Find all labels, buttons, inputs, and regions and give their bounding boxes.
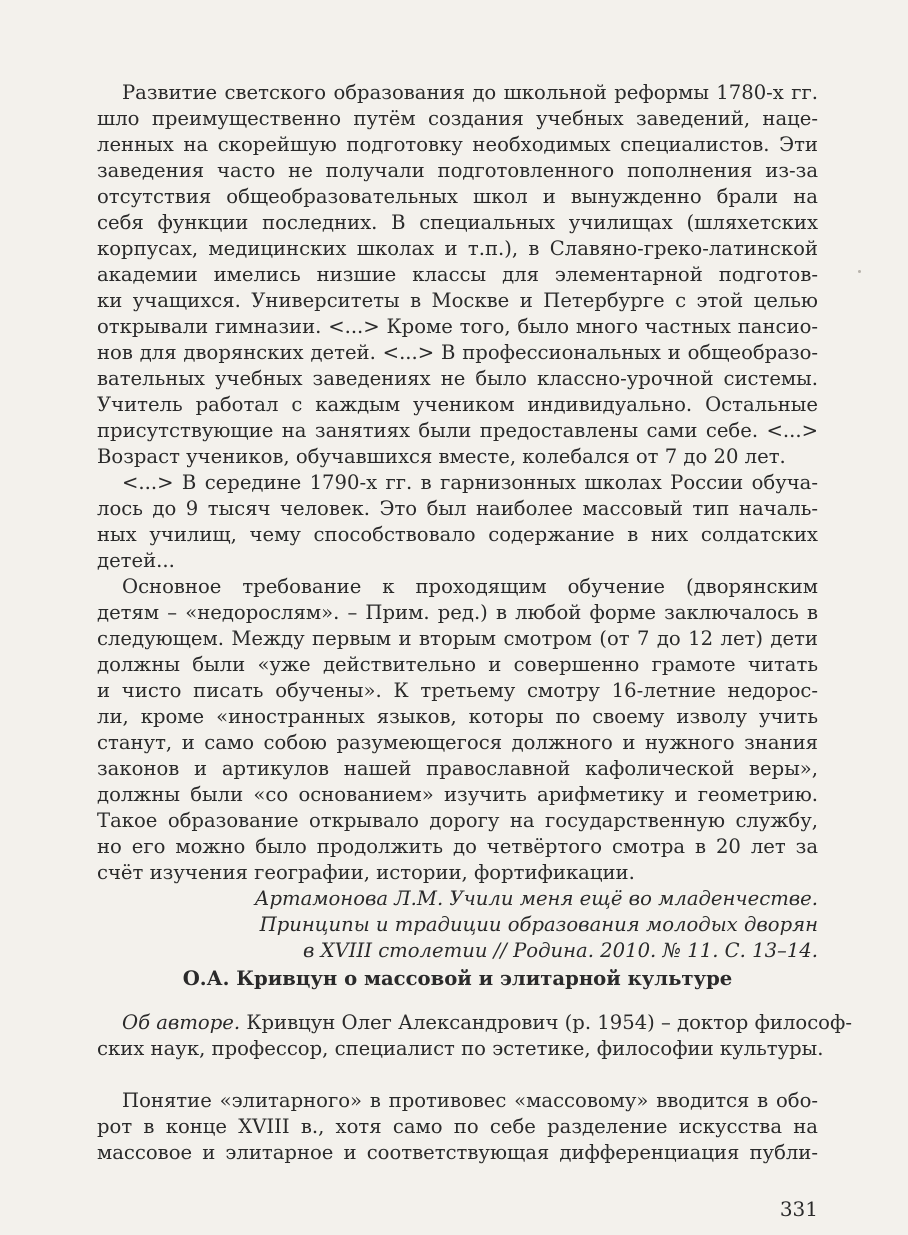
text-line: детям – «недорослям». – Прим. ред.) в любой форме заключалось в <box>97 601 818 624</box>
text-line: Такое образование открывало дорогу на государственную службу, <box>97 809 818 832</box>
text-line: корпусах, медицинских школах и т.п.), в Славяно-греко-латинской <box>97 237 818 260</box>
citation-line: Артамонова Л.М. Учили меня ещё во младенчестве. <box>254 887 818 910</box>
citation-line: Принципы и традиции образования молодых дворян <box>259 913 818 936</box>
text-line: лось до 9 тысяч человек. Это был наиболее массовый тип началь- <box>97 497 818 520</box>
text-line: академии имелись низшие классы для элементарной подготов- <box>97 263 818 286</box>
about-text: Кривцун Олег Александрович (р. 1954) – доктор философ- <box>240 1011 852 1034</box>
paper-spot <box>858 270 861 273</box>
text-line: открывали гимназии. <...> Кроме того, было много частных пансио- <box>97 315 818 338</box>
text-line: следующем. Между первым и вторым смотром (от 7 до 12 лет) дети <box>97 627 818 650</box>
about-line <box>97 1010 852 1036</box>
text-line: Возраст учеников, обучавшихся вместе, колебался от 7 до 20 лет. <box>97 445 786 468</box>
text-line: нов для дворянских детей. <...> В профессиональных и общеобразо- <box>97 341 818 364</box>
text-line: Понятие «элитарного» в противовес «массовому» вводится в обо- <box>122 1089 818 1112</box>
text-line: Основное требование к проходящим обучение (дворянским <box>122 575 818 598</box>
text-line: но его можно было продолжить до четвёртого смотра в 20 лет за <box>97 835 818 858</box>
text-line: Развитие светского образования до школьной реформы 1780-х гг. <box>122 81 818 104</box>
text-line: ных училищ, чему способствовало содержание в них солдатских <box>97 523 818 546</box>
text-line: ленных на скорейшую подготовку необходимых специалистов. Эти <box>97 133 818 156</box>
text-line: детей... <box>97 549 175 572</box>
text-line: массовое и элитарное и соответствующая дифференциация публи- <box>97 1141 818 1164</box>
text-line: присутствующие на занятиях были предоставлены сами себе. <...> <box>97 419 818 442</box>
text-line: <...> В середине 1790-х гг. в гарнизонных школах России обуча- <box>122 471 818 494</box>
text-line: шло преимущественно путём создания учебных заведений, наце- <box>97 107 818 130</box>
about-label: Об авторе. <box>122 1011 241 1034</box>
text-line: ки учащихся. Университеты в Москве и Петербурге с этой целью <box>97 289 818 312</box>
text-line: рот в конце XVIII в., хотя само по себе разделение искусства на <box>97 1115 818 1138</box>
text-line: и чисто писать обучены». К третьему смотру 16-летние недорос- <box>97 679 818 702</box>
text-line: счёт изучения географии, истории, фортификации. <box>97 861 635 884</box>
text-line: должны были «со основанием» изучить арифметику и геометрию. <box>97 783 818 806</box>
section-heading: О.А. Кривцун о массовой и элитарной культуре <box>182 967 733 990</box>
text-line: станут, и само собою разумеющегося должного и нужного знания <box>97 731 818 754</box>
text-line: вательных учебных заведениях не было классно-урочной системы. <box>97 367 818 390</box>
about-line: ских наук, профессор, специалист по эстетике, философии культуры. <box>97 1037 824 1060</box>
citation-line: в XVIII столетии // Родина. 2010. № 11. С. 13–14. <box>303 939 818 962</box>
text-line: отсутствия общеобразовательных школ и вынужденно брали на <box>97 185 818 208</box>
text-line: ли, кроме «иностранных языков, которы по своему изволу учить <box>97 705 818 728</box>
text-line: заведения часто не получали подготовленного пополнения из-за <box>97 159 818 182</box>
text-line: Учитель работал с каждым учеником индивидуально. Остальные <box>97 393 818 416</box>
text-line: законов и артикулов нашей православной кафолической веры», <box>97 757 818 780</box>
page-number: 331 <box>779 1197 818 1221</box>
text-line: себя функции последних. В специальных училищах (шляхетских <box>97 211 818 234</box>
text-line: должны были «уже действительно и совершенно грамоте читать <box>97 653 818 676</box>
